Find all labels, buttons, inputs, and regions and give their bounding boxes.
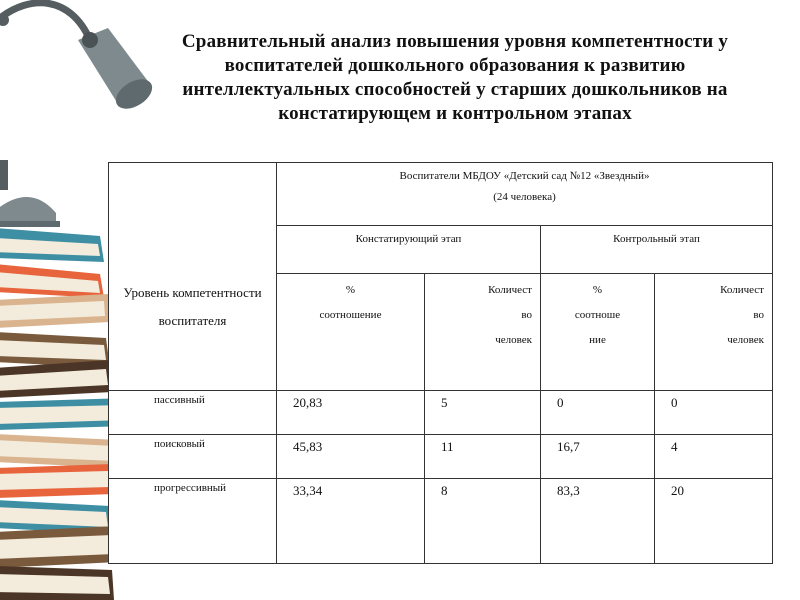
subheader-line: соотношение [319,309,382,321]
group-header-line: Воспитатели МБДОУ «Детский сад №12 «Звездный» [399,170,650,182]
subheader-line: человек [495,334,532,346]
subheader-count-control [655,274,773,391]
value-cell: 16,7 [541,435,655,479]
subheader-line: Количест [488,284,532,296]
subheader-line: ние [589,334,606,346]
slide-title-line: интеллектуальных способностей у старших дошкольников на [182,79,728,100]
comparison-table [108,162,773,564]
subheader-count-constating [425,274,541,391]
value-cell: 20,83 [277,391,425,435]
subheader-percent-constating [277,274,425,391]
stage-header-constating [277,226,541,274]
level-header-text: Уровень компетентности воспитателя [123,284,262,328]
table-row [109,435,773,479]
value-cell: 83,3 [541,479,655,564]
subheader-line: % [345,284,356,296]
value-cell: 5 [425,391,541,435]
subheader-line: во [521,309,532,321]
subheader-line: во [753,309,764,321]
slide-title-line: воспитателей дошкольного образования к развитию [224,55,686,76]
subheader-line: Количест [720,284,764,296]
value-cell: 11 [425,435,541,479]
table-row [109,479,773,564]
subheader-line: % [592,284,603,296]
value-cell: 0 [541,391,655,435]
row-label: пассивный [109,391,277,435]
level-header-cell [109,163,277,391]
subheader-line: человек [727,334,764,346]
stage-header-label: Констатирующий этап [355,233,462,245]
stage-header-label: Контрольный этап [613,233,700,245]
value-cell: 20 [655,479,773,564]
subheader-percent-control [541,274,655,391]
value-cell: 45,83 [277,435,425,479]
slide-title [120,30,790,126]
value-cell: 8 [425,479,541,564]
slide-title-line: констатирующем и контрольном этапах [278,103,632,124]
value-cell: 33,34 [277,479,425,564]
table-row [109,391,773,435]
slide-title-line: Сравнительный анализ повышения уровня компетентности у [181,31,729,52]
stage-header-control [541,226,773,274]
subheader-line: соотноше [574,309,621,321]
row-label: прогрессивный [109,479,277,564]
value-cell: 0 [655,391,773,435]
group-header-cell [277,163,773,226]
group-header-count: (24 человека) [493,191,556,203]
value-cell: 4 [655,435,773,479]
row-label: поисковый [109,435,277,479]
